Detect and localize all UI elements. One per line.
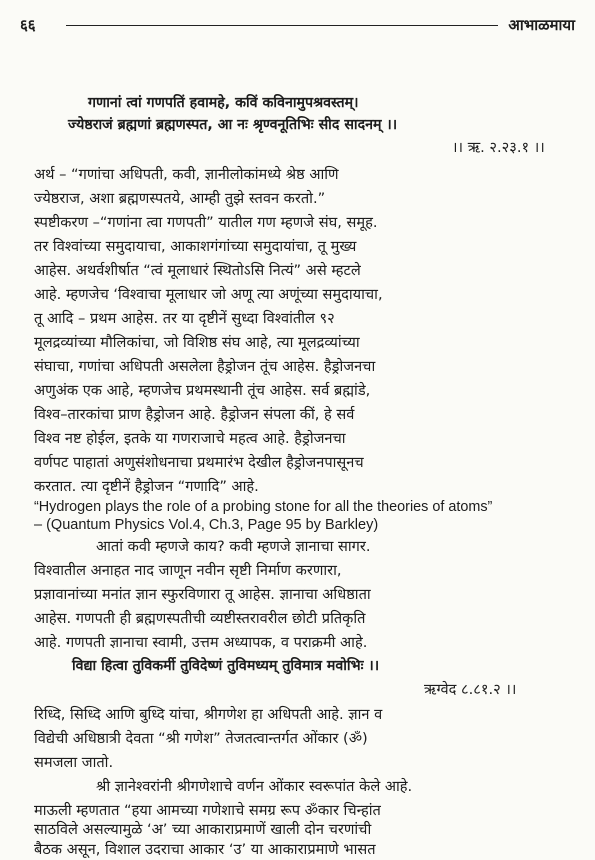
text-line: श्री ज्ञानेश्वरांनी श्रीगणेशाचे वर्णन ओंकार स्वरूपांत केले आहे. (96, 778, 413, 795)
text-line: समजला जातो. (34, 754, 114, 771)
text-line: अणुअंक एक आहे, म्हणजेच प्रथमस्थानी तूंच आहेस. सर्व ब्रह्मांडे, (34, 382, 371, 399)
text-line: करतात. त्या दृष्टीनें हैड्रोजन “गणादि” आहे. (34, 478, 259, 495)
text-line: माऊली म्हणतात “हया आमच्या गणेशाचे समग्र रूप ॐकार चिन्हांत (34, 802, 381, 819)
verse-line: ज्येष्ठराजं ब्रह्मणां ब्रह्मणस्पत, आ नः श्रृण्वनूतिभिः सीद सादनम् ।। (68, 117, 398, 133)
text-line: प्रज्ञावानांच्या मनांत ज्ञान स्फुरविणारा तू आहेस. ज्ञानाचा अधिष्ठाता (34, 586, 371, 603)
verse-reference: ऋग्वेद ८.८१.२ ।। (424, 681, 517, 698)
text-line: रिध्दि, सिध्दि आणि बुध्दि यांचा, श्रीगणेश हा अधिपती आहे. ज्ञान व (34, 706, 383, 723)
text-line: स्पष्टीकरण –“गणांना त्वा गणपती” यातील गण म्हणजे संघ, समूह. (34, 214, 378, 231)
english-quote: “Hydrogen plays the role of a probing stone for all the theories of atoms” (34, 499, 493, 515)
header-rule (66, 25, 498, 26)
text-line: आतां कवी म्हणजे काय? कवी म्हणजे ज्ञानाचा सागर. (96, 538, 371, 555)
text-line: बैठक असून, विशाल उदराचा आकार ‘उ’ या आकाराप्रमाणे भासत (34, 841, 376, 858)
text-line: आहेस. गणपती ही ब्रह्मणस्पतीची व्यष्टीस्तरावरील छोटी प्रतिकृति (34, 610, 366, 627)
text-line: विश्वातील अनाहत नाद जाणून नवीन सृष्टी निर्माण करणारा, (34, 562, 342, 579)
text-line: आहेस. अथर्वशीर्षात “त्वं मूलाधारं स्थितोऽसि नित्यं” असे म्हटले (34, 262, 361, 279)
text-line: तर विश्वांच्या समुदायाचा, आकाशगंगांच्या समुदायांचा, तू मुख्य (34, 238, 357, 255)
text-line: तू आदि – प्रथम आहेस. तर या दृष्टीनें सुध्दा विश्वांतील ९२ (34, 310, 335, 327)
verse-reference: ।। ऋ. २.२३.१ ।। (452, 139, 545, 156)
quote-citation: – (Quantum Physics Vol.4, Ch.3, Page 95 by Barkley) (34, 517, 379, 533)
text-line: साठविले असल्यामुळे ‘अ’ च्या आकाराप्रमाणें खाली दोन चरणांची (34, 821, 372, 838)
text-line: वर्णपट पाहातां अणुसंशोधनाचा प्रथमारंभ देखील हैड्रोजनपासूनच (34, 454, 364, 471)
text-line: आहे. गणपती ज्ञानाचा स्वामी, उत्तम अध्यापक, व पराक्रमी आहे. (34, 634, 368, 651)
text-line: विश्व नष्ट होईल, इतके या गणराजाचे महत्व आहे. हैड्रोजनचा (34, 430, 346, 447)
text-line: आहे. म्हणजेच ‘विश्वाचा मूलाधार जो अणू त्या अणूंच्या समुदायाचा, (34, 286, 383, 303)
book-title: आभाळमाया (508, 16, 575, 34)
text-line: विद्येची अधिष्ठात्री देवता “श्री गणेश” तेजतत्वान्तर्गत ओंकार (ॐ) (34, 730, 368, 747)
verse-line: गणानां त्वां गणपतिं हवामहे, कविं कविनामुपश्रवस्तम्। (88, 95, 359, 111)
text-line: अर्थ – “गणांचा अधिपती, कवी, ज्ञानीलोकांमध्ये श्रेष्ठ आणि (34, 166, 339, 183)
page-number: ६६ (20, 16, 36, 34)
text-line: मूलद्रव्यांच्या मौलिकांचा, जो विशिष्ठ संघ आहे, त्या मूलद्रव्यांच्या (34, 334, 360, 351)
verse-line: विद्या हित्वा तुविकर्मी तुविदेष्णं तुविमध्यम् तुविमात्र मवोभिः ।। (72, 658, 380, 674)
page-header (20, 10, 575, 40)
text-line: विश्व–तारकांचा प्राण हैड्रोजन आहे. हैड्रोजन संपला कीं, हे सर्व (34, 406, 355, 423)
text-line: संघाचा, गणांचा अधिपती असलेला हैड्रोजन तूंच आहेस. हैड्रोजनचा (34, 358, 376, 375)
text-line: ज्येष्ठराज, अशा ब्रह्मणस्पतये, आम्ही तुझे स्तवन करतो.” (34, 190, 326, 207)
